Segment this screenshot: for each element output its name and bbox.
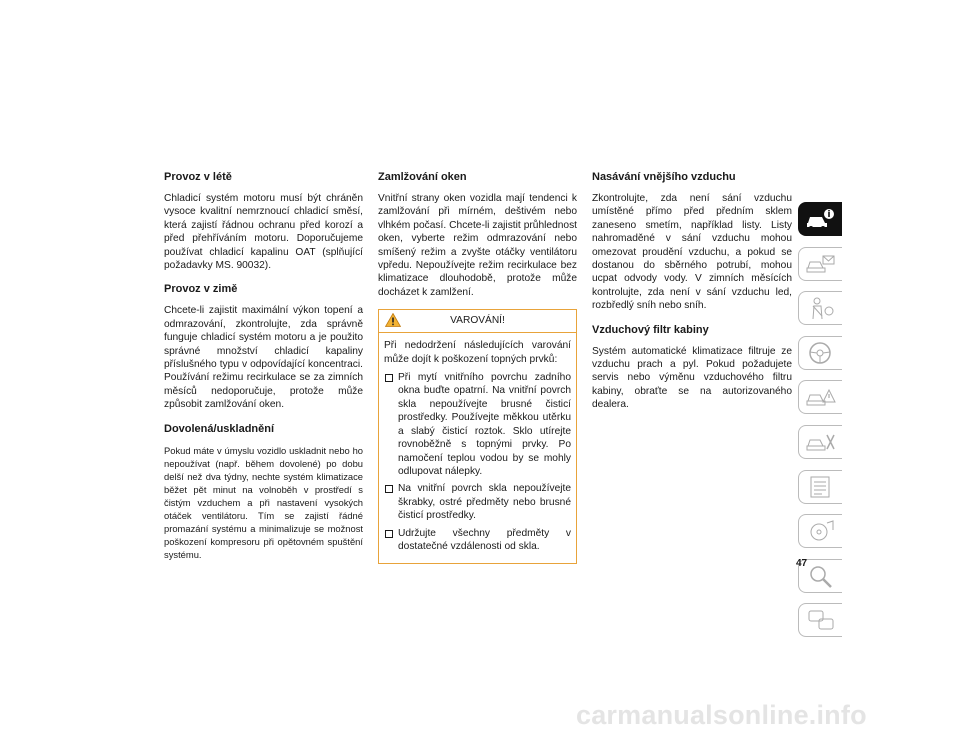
section-title: Nasávání vnějšího vzduchu: [592, 171, 736, 183]
tab-checklist[interactable]: [798, 470, 842, 504]
tab-seatbelt[interactable]: [798, 291, 842, 325]
section-title: Zamlžování oken: [378, 171, 467, 183]
column-3: [592, 170, 792, 422]
section-title: Vzduchový filtr kabiny: [592, 323, 709, 336]
section-title: Dovolená/uskladnění: [164, 422, 275, 435]
warning-item: Na vnitřní povrch skla nepoužívejte škrabky, ostré předměty nebo brusné čisticí prostředky.: [384, 482, 571, 522]
car-mail-icon: [805, 251, 837, 277]
languages-icon: [805, 607, 837, 633]
page-number: 47: [796, 558, 808, 569]
tab-media[interactable]: [798, 514, 842, 548]
magnifier-icon: [805, 563, 837, 589]
tab-languages[interactable]: [798, 603, 842, 637]
checklist-icon: [805, 474, 837, 500]
tab-car-tools[interactable]: [798, 425, 842, 459]
tab-car-info[interactable]: [798, 202, 842, 236]
section-text: Systém automatické klimatizace filtruje ze vzduchu prach a pyl. Pokud požadujete servis nebo výměnu vzduchového filtru kabiny, obraťte se na autorizovaného dealera.: [592, 345, 792, 411]
seatbelt-icon: [805, 295, 837, 321]
warning-triangle-icon: [385, 313, 401, 327]
section-title: Provoz v létě: [164, 171, 232, 183]
bullet-square-icon: [385, 485, 393, 493]
column-2: [378, 170, 577, 564]
steering-wheel-icon: [805, 340, 837, 366]
column-1: [164, 170, 363, 572]
footer-watermark: carmanualsonline.info: [576, 700, 867, 730]
section-text: Pokud máte v úmyslu vozidlo uskladnit nebo ho nepoužívat (např. během dovolené) po dobu delší než dva týdny, nechte systém klimatizace běžet pět minut na volnoběh v prostředí s čistým vzduchem a při nastavení vysokých otáček ventilátoru. Tím se zajistí řádné promazání systému a minimalizuje se možnost poškození kompresoru při opětovném spuštění systému.: [164, 444, 363, 561]
warning-item: Při mytí vnitřního povrchu zadního okna buďte opatrní. Na vnitřní povrch skla nepoužívejte brusné čisticí prostředky. Používejte měkkou utěrku a slabý čisticí roztok. Sklo utírejte rovnoběžně s topnými prvky. Po namočení teplou vodou by se mohly odlupovat nálepky.: [384, 371, 571, 478]
car-info-icon: [805, 206, 837, 232]
warning-box: [378, 309, 577, 564]
warning-title: VAROVÁNÍ!: [450, 315, 505, 327]
car-tools-icon: [805, 429, 837, 455]
bullet-square-icon: [385, 530, 393, 538]
tab-car-mail[interactable]: [798, 247, 842, 281]
chapter-tabs: [798, 202, 842, 648]
section-text: Chcete-li zajistit maximální výkon topení a odmrazování, zkontrolujte, zda správně funguje chladicí systém motoru a je použito správné množství chladicí kapaliny příslušného typu v odpovídající koncentraci. Používání režimu recirkulace se za zimních měsíců nedoporučuje, protože může způsobit zamlžování oken.: [164, 305, 363, 411]
media-icon: [805, 518, 837, 544]
section-title: Provoz v zimě: [164, 283, 238, 296]
tab-steering-wheel[interactable]: [798, 336, 842, 370]
section-text: Vnitřní strany oken vozidla mají tendenci k zamlžování při mírném, deštivém nebo vlhkém počasí. Chcete-li zajistit průhlednost oken, vyberte režim odmrazování nebo smíšený režim a zvyšte otáčky ventilátoru vpředu. Nepoužívejte režim recirkulace bez klimatizace dlouhodobě, protože může docházet k zamlžení.: [378, 193, 577, 298]
warning-header: [379, 310, 576, 333]
section-text: Chladicí systém motoru musí být chráněn vysoce kvalitní nemrznoucí chladicí směsí, která zajistí řádnou ochranu před korozí a před přehříváním motoru. Doporučujeme používat chladicí kapalinu OAT (splňující požadavky MS. 90032).: [164, 193, 363, 272]
warning-item: Udržujte všechny předměty v dostatečné vzdálenosti od skla.: [384, 527, 571, 554]
bullet-square-icon: [385, 374, 393, 382]
section-text: Zkontrolujte, zda není sání vzduchu umístěné přímo před předním sklem zaneseno smetím, například listy. Listy nahromaděné v sání vzduchu mohou omezovat proudění vzduchu, a pokud se dostanou do sběrného potrubí, mohou ucpat odvody vody. V zimních měsících kontrolujte, zda není v sání vzduchu led, rozbředlý sníh nebo sníh.: [592, 193, 792, 312]
car-warning-icon: [805, 384, 837, 410]
warning-intro: Při nedodržení následujících varování může dojít k poškození topných prvků:: [384, 340, 571, 365]
warning-list: [379, 371, 576, 553]
tab-car-warning[interactable]: [798, 380, 842, 414]
